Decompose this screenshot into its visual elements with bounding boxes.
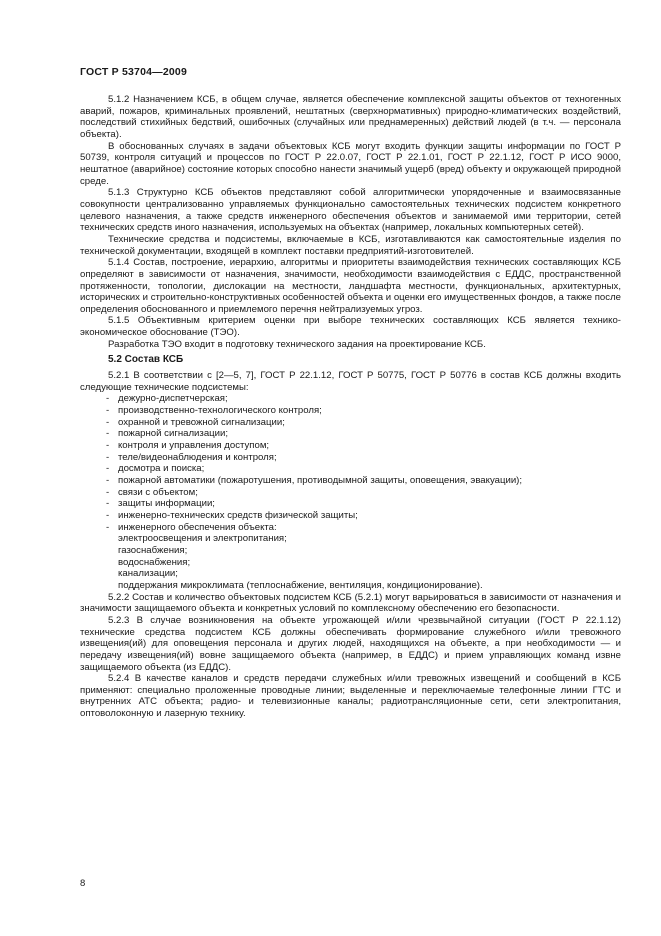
- list-item: канализации;: [118, 568, 178, 580]
- list-item: - инженерно-технических средств физической защиты;: [80, 510, 621, 522]
- paragraph-5-2-2: 5.2.2 Состав и количество объектовых подсистем КСБ (5.2.1) могут варьироваться в зависимости от назначения и значимости защищаемого объекта и конкретных условий по комплексному обеспечению его безопасности.: [80, 591, 621, 615]
- list-item: поддержания микроклимата (теплоснабжение, вентиляция, кондиционирование).: [118, 579, 483, 591]
- paragraph-info-protection: В обоснованных случаях в задачи объектовых КСБ могут входить функции защиты информации по ГОСТ Р 50739, контроля ситуаций и процессов по ГОСТ Р 22.0.07, ГОСТ Р 22.1.01, ГОСТ Р 22.1.12, ГОСТ Р ИСО 9000, нештатное (аварийное) состояние которых способно нанести значимый ущерб (вред) объекту и окружающей природной среде.: [80, 140, 621, 187]
- paragraph-5-2-1: 5.2.1 В соответствии с [2—5, 7], ГОСТ Р 22.1.12, ГОСТ Р 50775, ГОСТ Р 50776 в состав КСБ должны входить следующие технические подсистемы:: [80, 370, 621, 393]
- paragraph-5-1-2: 5.1.2 Назначением КСБ, в общем случае, является обеспечение комплексной защиты объектов от техногенных аварий, пожаров, криминальных проявлений, нештатных (сверхнормативных) природно-климатических воздействий, последствий стихийных бедствий, ошибочных (случайных или преднамеренных) действий людей (в т.ч. — персонала объекта).: [80, 94, 621, 140]
- section-title-5-2: 5.2 Состав КСБ: [108, 354, 184, 366]
- document-body: [80, 94, 621, 720]
- list-item: - пожарной сигнализации;: [80, 428, 621, 440]
- engineering-sublist: [80, 533, 621, 591]
- paragraph-technical-means: Технические средства и подсистемы, включаемые в КСБ, изготавливаются как самостоятельные изделия по технической документации, входящей в комплект поставки предприятий-изготовителей.: [80, 233, 621, 257]
- list-item: - защиты информации;: [80, 498, 621, 510]
- list-item: газоснабжения;: [118, 544, 188, 556]
- paragraph-5-1-3: 5.1.3 Структурно КСБ объектов представляют собой алгоритмически упорядоченные и взаимосвязанные совокупности централизованно управляемых функционально самостоятельных технических подсистем конкретного целевого назначения, а также средств инженерного обеспечения объектов и занимаемой ими территории, сетей технических средств иного назначения, используемых на объектах (например, локальных компьютерных сетей).: [80, 187, 621, 234]
- paragraph-teo: Разработка ТЭО входит в подготовку технического задания на проектирование КСБ.: [108, 338, 486, 350]
- list-item: - охранной и тревожной сигнализации;: [80, 417, 621, 429]
- page-number: 8: [80, 878, 86, 889]
- list-item: - дежурно-диспетчерская;: [80, 393, 621, 405]
- list-item: - теле/видеонаблюдения и контроля;: [80, 452, 621, 464]
- list-item: - контроля и управления доступом;: [80, 440, 621, 452]
- list-item: - производственно-технологического контроля;: [80, 405, 621, 417]
- document-code-header: ГОСТ Р 53704—2009: [80, 66, 188, 78]
- list-item: электроосвещения и электропитания;: [118, 533, 287, 545]
- paragraph-5-2-3: 5.2.3 В случае возникновения на объекте угрожающей и/или чрезвычайной ситуации (ГОСТ Р 22.1.12) технические средства подсистем КСБ должны обеспечивать формирование служебного и/или тревожного извещения(ий) для оповещения персонала и других людей, находящихся на объекте, а при необходимости — и передачу извещения(ий) вовне защищаемого объекта (например, в ЕДДС) и прием управляющих команд извне защищаемого объекта (из ЕДДС).: [80, 614, 621, 673]
- list-item: - пожарной автоматики (пожаротушения, противодымной защиты, оповещения, эвакуации);: [80, 475, 621, 487]
- paragraph-5-1-4: 5.1.4 Состав, построение, иерархию, алгоритмы и приоритеты взаимодействия технических составляющих КСБ определяют в зависимости от назначения, значимости, необходимости взаимодействия с ЕДДС, пространственной протяженности, топологии, дислокации на местности, ландшафта местности, функциональных, архитектурных, исторических и строительно-конструктивных особенностей объекта и оценки его имущественных фондов, а также после определения обоснованного и приемлемого перечня нейтрализуемых угроз.: [80, 257, 621, 315]
- list-item: - связи с объектом;: [80, 487, 621, 499]
- list-item: - инженерного обеспечения объекта:: [80, 522, 621, 534]
- paragraph-5-2-4: 5.2.4 В качестве каналов и средств передачи служебных и/или тревожных извещений и сообщений в КСБ применяют: специально проложенные проводные линии; выделенные и переключаемые телефонные линии ГТС и внутренних АТС объекта; радио- и телевизионные каналы; радиотрансляционные сети, сети электропитания, оптоволоконную и лазерную технику.: [80, 673, 621, 720]
- paragraph-5-1-5: 5.1.5 Объективным критерием оценки при выборе технических составляющих КСБ является технико-экономическое обоснование (ТЭО).: [80, 315, 621, 339]
- subsystems-list: [80, 393, 621, 533]
- list-item: - досмотра и поиска;: [80, 463, 621, 475]
- list-item: водоснабжения;: [118, 556, 191, 568]
